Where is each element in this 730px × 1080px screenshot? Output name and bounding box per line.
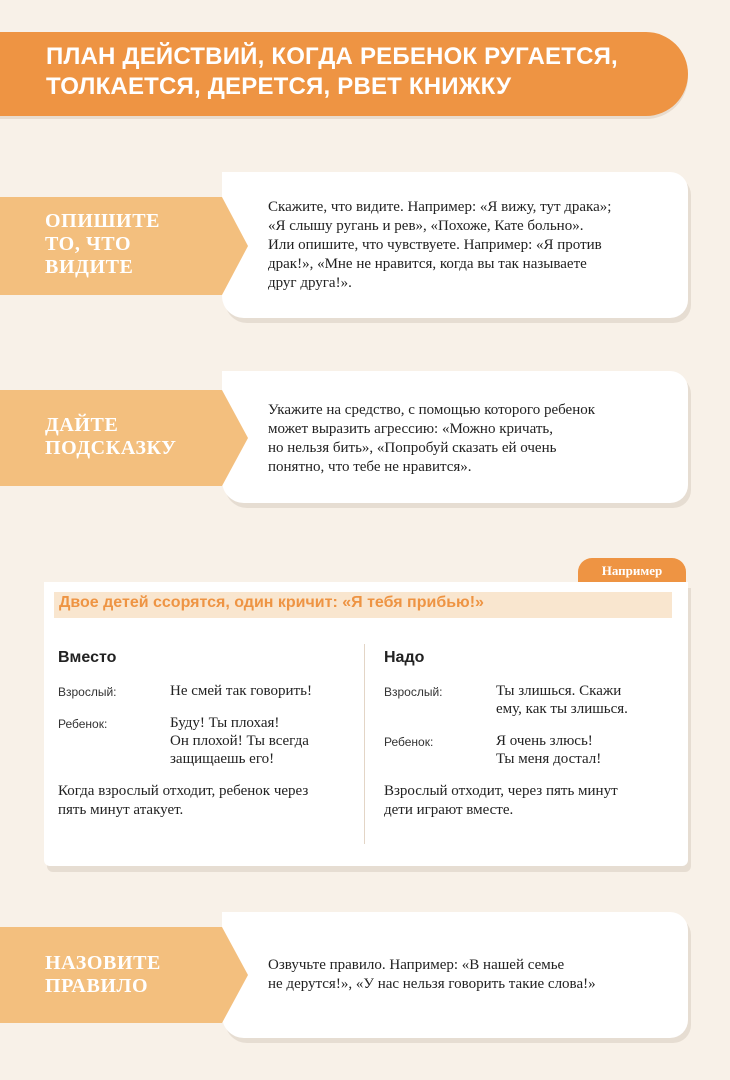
speaker-label-child: Ребенок:	[58, 717, 108, 731]
example-title: Двое детей ссорятся, один кричит: «Я тебя прибью!»	[59, 594, 484, 611]
text-line: Или опишите, что чувствуете. Например: «Я против	[268, 237, 602, 253]
label-line: ОПИШИТЕ	[45, 210, 161, 232]
text-line: драк!», «Мне не нравится, когда вы так называете	[268, 256, 587, 272]
speaker-label-adult: Взрослый:	[58, 685, 117, 699]
label-line: ДАЙТЕ	[45, 414, 119, 436]
step-text-hint	[268, 401, 666, 477]
child-line	[170, 714, 309, 768]
summary-line: дети играют вместе.	[384, 802, 514, 818]
step-label-hint	[0, 390, 222, 486]
column-heading-instead: Вместо	[58, 649, 117, 666]
text-line: понятно, что тебе не нравится».	[268, 459, 472, 475]
step-card-describe	[222, 172, 688, 318]
example-tab: Например	[578, 558, 686, 584]
example-title-strip	[54, 592, 672, 618]
step-arrow	[222, 390, 248, 486]
line-text: ему, как ты злишься.	[496, 701, 628, 717]
column-heading-should: Надо	[384, 649, 425, 666]
step-label-text	[45, 414, 177, 460]
text-line: друг друга!».	[268, 275, 352, 291]
page-title-line-1: ПЛАН ДЕЙСТВИЙ, КОГДА РЕБЕНОК РУГАЕТСЯ,	[46, 43, 618, 70]
summary-instead	[58, 782, 308, 820]
text-line: не дерутся!», «У нас нельзя говорить такие слова!»	[268, 976, 596, 992]
text-line: Озвучьте правило. Например: «В нашей семье	[268, 957, 565, 973]
page-title	[46, 42, 666, 102]
step-card-rule	[222, 912, 688, 1038]
step-label-describe	[0, 197, 222, 295]
child-line	[496, 732, 601, 768]
adult-line	[496, 682, 628, 718]
step-label-text	[45, 952, 161, 998]
line-text: Буду! Ты плохая!	[170, 715, 280, 731]
step-arrow	[222, 197, 248, 295]
adult-line	[170, 682, 312, 700]
step-card-hint	[222, 371, 688, 503]
step-label-rule	[0, 927, 222, 1023]
speaker-label-child: Ребенок:	[384, 735, 434, 749]
summary-line: Взрослый отходит, через пять минут	[384, 783, 618, 799]
label-line: ТО, ЧТО	[45, 233, 132, 255]
header-banner	[0, 32, 688, 116]
line-text: Ты злишься. Скажи	[496, 683, 622, 699]
example-card	[44, 582, 688, 866]
line-text: Он плохой! Ты всегда	[170, 733, 309, 749]
page-title-line-2: ТОЛКАЕТСЯ, ДЕРЕТСЯ, РВЕТ КНИЖКУ	[46, 73, 512, 100]
text-line: но нельзя бить», «Попробуй сказать ей очень	[268, 440, 557, 456]
speaker-label-adult: Взрослый:	[384, 685, 443, 699]
summary-line: пять минут атакует.	[58, 802, 184, 818]
step-label-text	[45, 210, 160, 279]
label-line: НАЗОВИТЕ	[45, 952, 161, 974]
label-line: ВИДИТЕ	[45, 256, 134, 278]
summary-should	[384, 782, 618, 820]
line-text: Не смей так говорить!	[170, 683, 312, 699]
step-arrow	[222, 927, 248, 1023]
text-line: Скажите, что видите. Например: «Я вижу, тут драка»;	[268, 199, 612, 215]
text-line: «Я слышу ругань и рев», «Похоже, Кате больно».	[268, 218, 584, 234]
line-text: Ты меня достал!	[496, 751, 602, 767]
text-line: Укажите на средство, с помощью которого ребенок	[268, 402, 596, 418]
step-text-describe	[268, 198, 666, 293]
label-line: ПРАВИЛО	[45, 975, 149, 997]
line-text: Я очень злюсь!	[496, 733, 593, 749]
line-text: защищаешь его!	[170, 751, 275, 767]
summary-line: Когда взрослый отходит, ребенок через	[58, 783, 309, 799]
label-line: ПОДСКАЗКУ	[45, 437, 177, 459]
column-divider	[364, 644, 365, 844]
step-text-rule	[268, 956, 666, 994]
text-line: может выразить агрессию: «Можно кричать,	[268, 421, 553, 437]
